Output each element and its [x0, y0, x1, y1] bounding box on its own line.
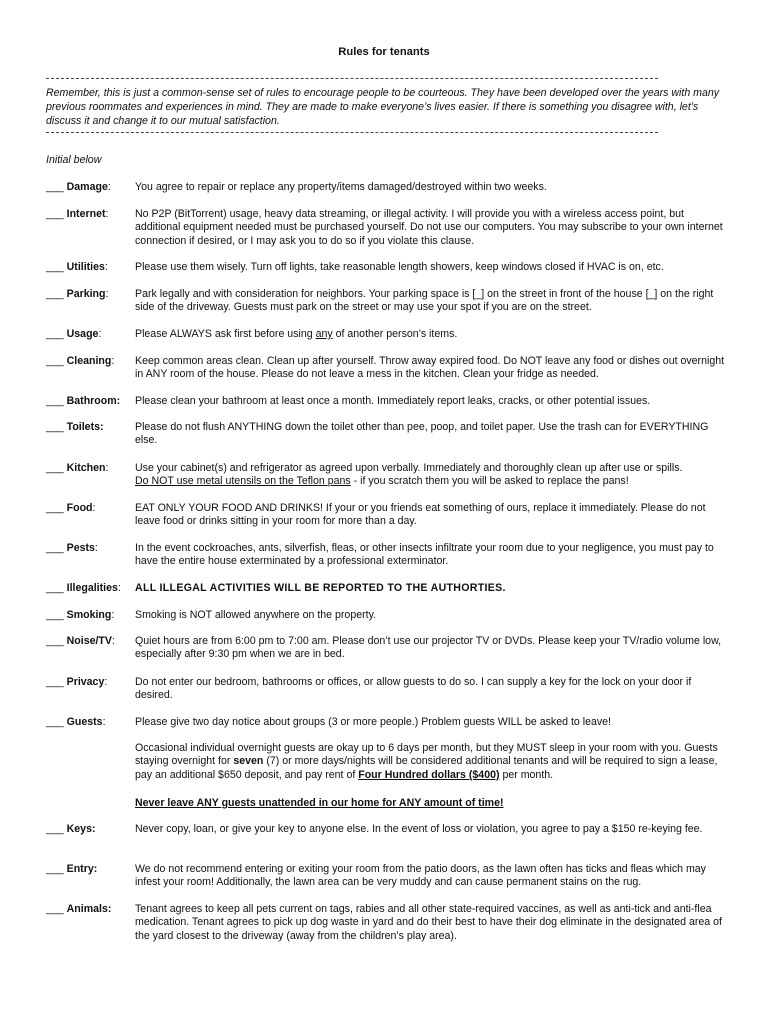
- intro-paragraph: Remember, this is just a common-sense set of rules to encourage people to be courteous. They have been developed over the years with many previous roommates and experiences in mind. They are made to make everyone’s lives easier. If there is something you disagree with, let’s discuss it and change it to our mutual satisfaction.: [46, 87, 720, 127]
- rule-label: Guests: [66, 716, 103, 728]
- divider-bottom: [46, 132, 658, 133]
- rule-text: Please do not flush ANYTHING down the toilet other than pee, poop, and toilet paper. Use the trash can for EVERYTHING else.: [135, 421, 709, 447]
- rule-label: Illegalities: [66, 582, 118, 594]
- rule-label: Pests: [66, 542, 95, 554]
- initial-blank: ___: [46, 542, 64, 554]
- rule-text: Do not enter our bedroom, bathrooms or offices, or allow guests to do so. I can supply a key for the lock on your door if desired.: [135, 676, 692, 702]
- initial-blank: ___: [46, 421, 64, 433]
- initial-blank: ___: [46, 288, 64, 300]
- guests-overnight-paragraph: Occasional individual overnight guests are okay up to 6 days per month, but they MUST sleep in your room with you. Guests staying overnight for seven (7) or more days/nights will be considered additional tenants and will be required to sign a lease, pay an additional $650 deposit, and pay rent of Four Hundred dollars ($400) per month.: [135, 742, 718, 781]
- rule-text: Keep common areas clean. Clean up after yourself. Throw away expired food. Do NOT leave any food or dishes out overnight in ANY room of the house. Please do not leave a mess in the kitchen. Clean your fridge as needed.: [135, 355, 725, 381]
- initial-blank: ___: [46, 462, 64, 474]
- rule-text: Please give two day notice about groups (3 or more people.) Problem guests WILL be asked to leave!: [135, 716, 612, 728]
- initial-blank: ___: [46, 823, 64, 835]
- initial-blank: ___: [46, 903, 64, 915]
- rule-text: No P2P (BitTorrent) usage, heavy data streaming, or illegal activity. I will provide you with a wireless access point, but additional equipment needed must be purchased yourself. Do not use our computers. You may subscribe to your own internet connection if desired, or I may ask you to do so if you violate this clause.: [135, 208, 723, 247]
- initial-below-label: Initial below: [46, 154, 102, 166]
- rule-label: Noise/TV: [66, 635, 112, 647]
- rule-text: In the event cockroaches, ants, silverfish, fleas, or other insects infiltrate your room due to your negligence, you must pay to have the entire house exterminated by a professional exterminator.: [135, 542, 714, 568]
- initial-blank: ___: [46, 261, 64, 273]
- initial-blank: ___: [46, 609, 64, 621]
- rule-text: Tenant agrees to keep all pets current on tags, rabies and all other state-required vaccines, as well as anti-tick and anti-flea medication. Tenant agrees to pick up dog waste in yard and do their best to have their dog eliminate in the designated area of the yard closest to the driveway (away from the children’s play area).: [135, 903, 722, 942]
- rule-text: Use your cabinet(s) and refrigerator as agreed upon verbally. Immediately and thoroughly clean up after use or spills. Do NOT use metal utensils on the Teflon pans - if you scratch them you will be asked to replace the pans!: [135, 462, 683, 488]
- divider-top: [46, 78, 658, 79]
- initial-blank: ___: [46, 328, 64, 340]
- rule-label: Entry:: [66, 863, 98, 875]
- rule-text: ALL ILLEGAL ACTIVITIES WILL BE REPORTED TO THE AUTHORTIES.: [135, 582, 506, 594]
- initial-blank: ___: [46, 208, 64, 220]
- rule-text: Quiet hours are from 6:00 pm to 7:00 am. Please don’t use our projector TV or DVDs. Please keep your TV/radio volume low, especially after 9:30 pm when we are in bed.: [135, 635, 722, 661]
- rule-text: Please ALWAYS ask first before using any of another person’s items.: [135, 328, 458, 340]
- rule-text: Please clean your bathroom at least once a month. Immediately report leaks, cracks, or other potential issues.: [135, 395, 651, 407]
- guests-warning: Never leave ANY guests unattended in our home for ANY amount of time!: [135, 797, 504, 809]
- initial-blank: ___: [46, 676, 64, 688]
- rule-label: Keys:: [66, 823, 96, 835]
- rule-label: Utilities: [66, 261, 105, 273]
- initial-blank: ___: [46, 635, 64, 647]
- rule-label: Cleaning: [66, 355, 112, 367]
- page-title: Rules for tenants: [338, 46, 430, 58]
- rule-text: You agree to repair or replace any property/items damaged/destroyed within two weeks.: [135, 181, 547, 193]
- rule-label: Smoking: [66, 609, 112, 621]
- rule-label: Internet: [66, 208, 106, 220]
- rule-text: Smoking is NOT allowed anywhere on the property.: [135, 609, 377, 621]
- rule-text: Never copy, loan, or give your key to anyone else. In the event of loss or violation, you agree to pay a $150 re-keying fee.: [135, 823, 703, 835]
- initial-blank: ___: [46, 716, 64, 728]
- rule-label: Food: [66, 502, 93, 514]
- rule-text: We do not recommend entering or exiting your room from the patio doors, as the lawn often has ticks and fleas which may infest your room! Additionally, the lawn area can be very muddy and can cause permanent stains on the rug.: [135, 863, 706, 889]
- rule-label: Damage: [66, 181, 108, 193]
- rule-text: Park legally and with consideration for neighbors. Your parking space is [_] on the street in front of the house [_] on the right side of the driveway. Guests must park on the street or may use your spot if you are on the street.: [135, 288, 714, 314]
- rule-label: Toilets:: [66, 421, 104, 433]
- initial-blank: ___: [46, 863, 64, 875]
- initial-blank: ___: [46, 502, 64, 514]
- rule-label: Parking: [66, 288, 106, 300]
- document-page: Rules for tenants Remember, this is just a common-sense set of rules to encourage people to be courteous. They have been developed over the years with many previous roommates and experiences in mind. They are made to make everyone’s lives easier. If there is something you disagree with, let’s discuss it and change it to our mutual satisfaction. Initial below ___ Damage: You agree to repair or replace any property/items damaged/destroyed within two weeks. ___ Internet: No P2P (BitTorrent) usage, heavy data streaming, or illegal activity. I will provide you with a wireless access point, but additional equipment needed must be purchased yourself. Do not use our computers. You may subscribe to your own internet connection if desired, or I may ask you to do so if you violate this clause. ___ Utilities: Please use them wisely. Turn off lights, take reasonable length showers, keep windows closed if HVAC is on, etc. ___ Parking: Park legally and with consideration for neighbors. Your parking space is [_] on the street in front of the house [_] on the right side of the driveway. Guests must park on the street or may use your spot if you are on the street. ___ Usage: Please ALWAYS ask first before using any of another person’s items. ___ Cleaning: Keep common areas clean. Clean up after yourself. Throw away expired food. Do NOT leave any food or dishes out overnight in ANY room of the house. Please do not leave a mess in the kitchen. Clean your fridge as needed. ___ Bathroom: Please clean your bathroom at least once a month. Immediately report leaks, cracks, or other potential issues. ___ Toilets: Please do not flush ANYTHING down the toilet other than pee, poop, and toilet paper. Use the trash can for EVERYTHING else. ___ Kitchen: Use your cabinet(s) and refrigerator as agreed upon verbally. Immediately and thoroughly clean up after use or spills. Do NOT use metal utensils on the Teflon pans - if you scratch them you will be asked to replace the pans! ___ Food: EAT ONLY YOUR FOOD AND DRINKS! If your or you friends eat something of ours, replace it immediately. Please do not leave food or drinks sitting in your room for more than a day. ___ Pests: In the event cockroaches, ants, silverfish, fleas, or other insects infiltrate your room due to your negligence, you must pay to have the entire house exterminated by a professional exterminator. ___ Illegalities: ALL ILLEGAL ACTIVITIES WILL BE REPORTED TO THE AUTHORTIES. ___ Smoking: Smoking is NOT allowed anywhere on the property. ___ Noise/TV: Quiet hours are from 6:00 pm to 7:00 am. Please don’t use our projector TV or DVDs. Please keep your TV/radio volume low, especially after 9:30 pm when we are in bed. ___ Privacy: Do not enter our bedroom, bathrooms or offices, or allow guests to do so. I can supply a key for the lock on your door if desired. ___ Guests: Please give two day notice about groups (3 or more people.) Problem guests WILL be asked to leave! Occasional individual overnight guests are okay up to 6 days per month, but they MUST sleep in your room with you. Guests staying overnight for seven (7) or more days/nights will be considered additional tenants and will be required to sign a lease, pay an additional $650 deposit, and pay rent of Four Hundred dollars ($400) per month. Never leave ANY guests unattended in our home for ANY amount of time! ___ Keys: Never copy, loan, or give your key to anyone else. In the event of loss or violation, you agree to pay a $150 re-keying fee. ___ Entry: We do not recommend entering or exiting your room from the patio doors, as the lawn often has ticks and fleas which may infest your room! Additionally, the lawn area can be very muddy and can cause permanent stains on the rug. ___ Animals: Tenant agrees to keep all pets current on tags, rabies and all other state-required vaccines, as well as anti-tick and anti-flea medication. Tenant agrees to pick up dog waste in yard and do their best to have their dog eliminate in the designated area of the yard closest to the driveway (away from the children’s play area).: [0, 0, 768, 1024]
- rule-text: EAT ONLY YOUR FOOD AND DRINKS! If your or you friends eat something of ours, replace it immediately. Please do not leave food or drinks sitting in your room for more than a day.: [135, 502, 706, 528]
- rule-label: Privacy: [66, 676, 105, 688]
- initial-blank: ___: [46, 395, 64, 407]
- rule-label: Bathroom:: [66, 395, 121, 407]
- rule-text: Please use them wisely. Turn off lights, take reasonable length showers, keep windows closed if HVAC is on, etc.: [135, 261, 664, 273]
- rule-label: Usage: [66, 328, 99, 340]
- initial-blank: ___: [46, 181, 64, 193]
- rule-label: Animals:: [66, 903, 112, 915]
- initial-blank: ___: [46, 582, 64, 594]
- initial-blank: ___: [46, 355, 64, 367]
- rule-label: Kitchen: [66, 462, 106, 474]
